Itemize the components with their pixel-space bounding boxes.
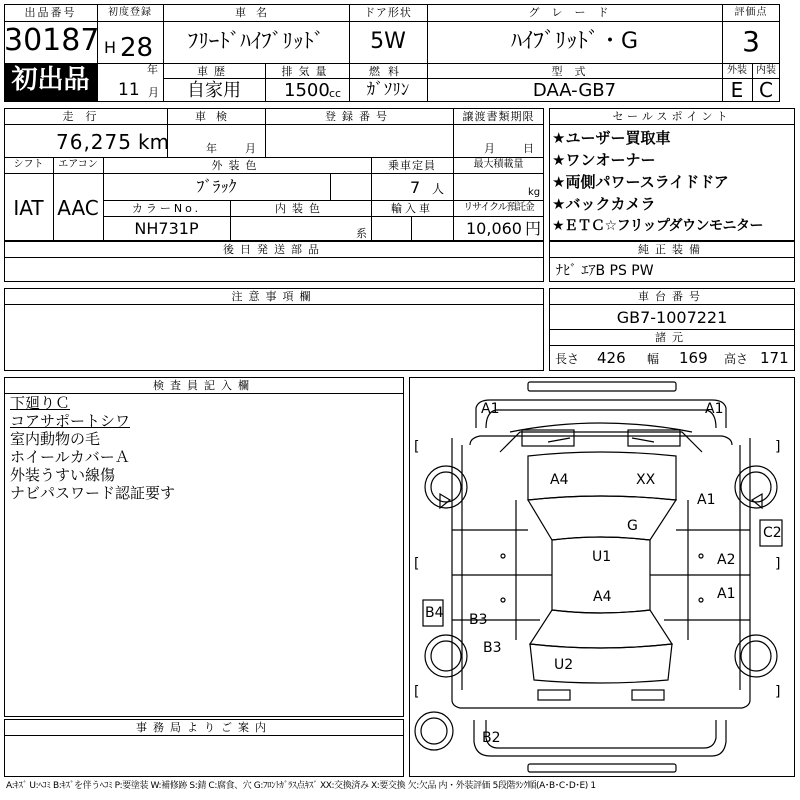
chassis-number: GB7-1007221 (616, 308, 728, 327)
damage-mark-hood-replaced: XX (636, 472, 656, 488)
inspector-line: ホイールカバーＡ (10, 448, 130, 466)
aircon: AAC (57, 196, 99, 220)
damage-mark-front-left: A1 (481, 401, 500, 417)
model-label: 型式 (551, 65, 598, 78)
inspector-line: ナビパスワード認証要す (10, 484, 176, 502)
car-name-label: 車名 (235, 6, 277, 19)
damage-mark-left-quarter: B3 (483, 640, 502, 656)
score: 3 (742, 25, 760, 58)
damage-mark-front-right: A1 (705, 401, 724, 417)
genuine-equipment: ﾅﾋﾞ ｴｱB PS PW (556, 263, 654, 279)
transfer-day-unit: 日 (523, 142, 534, 155)
exterior-color-label: 外装色 (211, 159, 263, 172)
sales-point-item: ★ユーザー買取車 (552, 129, 671, 147)
exterior-color: ﾌﾞﾗｯｸ (196, 177, 237, 196)
first-registration-label: 初度登録 (108, 7, 152, 18)
length-label: 長さ (555, 352, 580, 366)
inspection-year-unit: 年 (206, 142, 217, 155)
height-label: 高さ (724, 352, 749, 366)
shift: IAT (13, 196, 44, 220)
damage-mark-rear-bumper: B2 (482, 730, 501, 746)
month-unit: 月 (148, 86, 159, 99)
specs-label: 諸元 (655, 331, 689, 344)
bracket-mark: ] (775, 556, 781, 572)
mileage-label: 走行 (62, 110, 109, 123)
import-label: 輸入車 (391, 202, 433, 215)
aircon-label: エアコン (58, 159, 98, 170)
sales-points-title: セールスポイント (612, 110, 732, 123)
door-type: 5W (370, 29, 406, 54)
registration-year: 28 (120, 33, 154, 63)
exterior-grade: E (730, 78, 744, 102)
displacement: 1500 (284, 80, 330, 101)
displacement-unit: cc (329, 87, 342, 100)
damage-mark-right-front-door: A2 (717, 552, 736, 568)
color-number: NH731P (134, 219, 199, 238)
sales-point-item: ★両側パワースライドドア (552, 173, 729, 191)
era: H (104, 38, 117, 57)
recycle-label: リサイクル預託金 (463, 202, 534, 213)
length: 426 (597, 349, 626, 367)
height: 171 (760, 349, 789, 367)
damage-mark-rear-gate: U2 (554, 657, 574, 673)
interior-grade: C (759, 78, 773, 102)
transfer-deadline-label: 譲渡書類期限 (462, 110, 535, 123)
bracket-mark: [ (414, 684, 420, 700)
grade: ﾊｲﾌﾞﾘｯﾄﾞ・G (510, 29, 639, 54)
inspection-month-unit: 月 (245, 142, 256, 155)
legend-text: A:ｷｽﾞ U:ﾍｺﾐ B:ｷｽﾞを伴うﾍｺﾐ P:要塗装 W:補修跡 S:錆 C:腐食、穴 G:ﾌﾛﾝﾄｶﾞﾗｽ点ｷｽﾞ XX:交換済み X:要交換 欠:欠品 内・外装評価 5段階ﾗﾝｸ順(A･B･C･D･E) 1 (6, 781, 596, 791)
lot-number-label: 出品番号 (24, 6, 77, 19)
recycle-fee: 10,060 (466, 219, 522, 238)
lot-number: 30187 (4, 23, 100, 58)
capacity: 7 (410, 178, 421, 197)
sales-point-item: ★ＥＴＣ☆フリップダウンモニター (552, 218, 764, 234)
registration-month: 11 (118, 80, 140, 100)
max-load-unit: kg (528, 187, 541, 198)
damage-mark-roof: U1 (592, 549, 612, 565)
mileage-unit: km (138, 130, 170, 154)
fuel: ｶﾞｿﾘﾝ (366, 80, 410, 100)
damage-mark-hood: A4 (550, 472, 569, 488)
first-listing-text: 初出品 (11, 65, 90, 95)
damage-mark-right-side: C2 (763, 525, 782, 541)
vehicle-info-block (4, 108, 544, 241)
grade-label: グレード (528, 6, 621, 19)
later-parts-label: 後日発送部品 (223, 243, 325, 256)
model: DAA-GB7 (532, 80, 617, 101)
capacity-unit: 人 (432, 182, 445, 196)
width-label: 幅 (647, 352, 660, 366)
width: 169 (679, 349, 708, 367)
displacement-label: 排気量 (281, 65, 333, 78)
inspection-label: 車検 (195, 110, 237, 123)
interior-label: 内装 (756, 65, 776, 76)
history-label: 車歴 (197, 65, 231, 78)
year-unit: 年 (147, 63, 158, 76)
genuine-equipment-label: 純正装備 (638, 243, 706, 256)
notes-label: 注意事項欄 (231, 290, 317, 303)
color-number-label: カラーNo. (131, 202, 202, 215)
inspector-line: 室内動物の毛 (10, 430, 101, 448)
exterior-label: 外装 (727, 65, 747, 76)
car-outline (409, 377, 795, 777)
bracket-mark: [ (414, 439, 420, 455)
damage-mark-left-side: B4 (425, 605, 444, 621)
car-name: ﾌﾘｰﾄﾞﾊｲﾌﾞﾘｯﾄﾞ (187, 29, 325, 53)
damage-mark-right-rear-door: A1 (717, 586, 736, 602)
damage-mark-windshield: G (627, 518, 638, 534)
office-label: 事務局よりご案内 (136, 721, 272, 734)
max-load-label: 最大積載量 (473, 159, 524, 170)
recycle-unit: 円 (525, 219, 542, 238)
sales-point-item: ★バックカメラ (552, 195, 656, 213)
bracket-mark: [ (414, 556, 420, 572)
capacity-label: 乗車定員 (388, 159, 436, 172)
transfer-month-unit: 月 (484, 142, 495, 155)
chassis-number-label: 車台番号 (638, 290, 706, 303)
bracket-mark: ] (775, 684, 781, 700)
reg-number-label: 登録番号 (325, 110, 393, 123)
shift-label: シフト (13, 159, 44, 170)
inspector-line: 外装うすい線傷 (10, 466, 116, 484)
interior-color-suffix: 系 (356, 227, 367, 240)
damage-mark-left-rear-door: B3 (469, 612, 488, 628)
fuel-label: 燃料 (369, 65, 407, 78)
inspector-label: 検査員記入欄 (153, 379, 255, 392)
interior-color-label: 内装色 (275, 202, 326, 215)
inspector-line: 下廻りＣ (10, 394, 71, 412)
sales-point-item: ★ワンオーナー (552, 151, 656, 169)
inspector-line: コアサポートシワ (10, 412, 131, 430)
history: 自家用 (187, 80, 241, 101)
damage-mark-right-fender: A1 (697, 492, 716, 508)
door-type-label: ドア形状 (364, 6, 412, 19)
mileage: 76,275 (56, 130, 132, 154)
score-label: 評価点 (734, 7, 768, 18)
bracket-mark: ] (775, 439, 781, 455)
damage-mark-roof-rear: A4 (593, 589, 612, 605)
